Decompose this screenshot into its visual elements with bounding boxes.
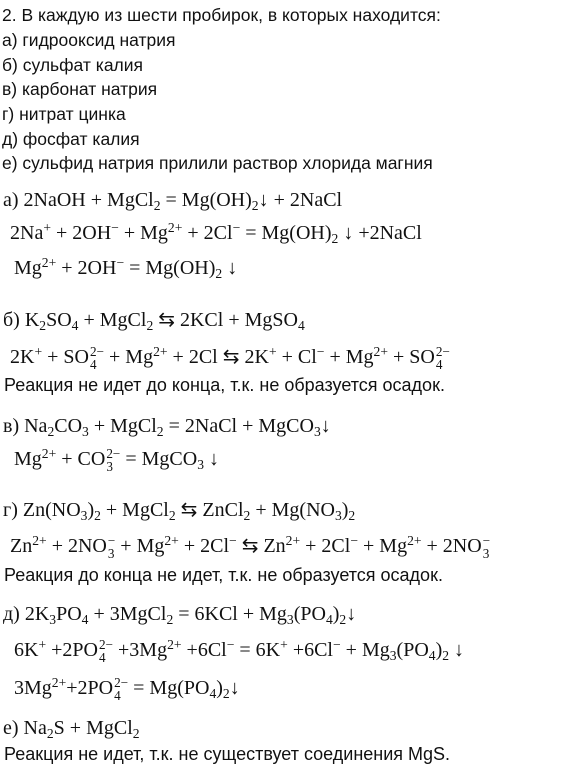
list-item: е) сульфид натрия прилили раствор хлорида магния: [2, 153, 433, 173]
equation-g-ionic: $Zn^{2+} + 2NO$ − 3 + $Mg^{2+} + 2Cl^-$ ⇆ $Zn^{2+} + 2Cl^- + Mg^{2+} + 2NO$ − 3: [10, 533, 491, 561]
note-g: Реакция до конца не идет, т.к. не образуется осадок.: [4, 565, 443, 585]
equation-a-molecular: а) 2NaOH + MgCl$_2$ = $Mg(OH)_2↓$ + 2NaCl: [3, 189, 343, 213]
list-item: б) сульфат калия: [2, 55, 144, 75]
list-item: в) карбонат натрия: [2, 79, 158, 99]
equation-d-full-ionic: 6K+ +2PO 2− 4 $+3Mg^{2+} +6Cl^- = 6K^+ +6Cl^- + Mg_3(PO_4)_2$ ↓: [14, 637, 465, 665]
equation-v-ionic: $Mg^{2+}$ + CO 2− 3 = MgCO$_3$ ↓: [14, 446, 220, 474]
equation-e-molecular: е) $Na_2S$ + MgCl$_2$: [3, 717, 140, 741]
equation-v-molecular: в) $Na_2CO_3$ + MgCl$_2$ = 2NaCl + MgCO$_3$↓: [3, 415, 331, 439]
equation-d-short-ionic: $3Mg^{2+}+2PO$ 2− 4 = $Mg(PO_4)_2↓$: [14, 675, 240, 703]
list-item: д) фосфат калия: [2, 129, 140, 149]
list-item: а) гидрооксид натрия: [2, 30, 176, 50]
equation-a-full-ionic: $2Na^+ + 2OH^- + Mg^{2+} + 2Cl^- = Mg(OH)_2$ ↓ +2NaCl: [10, 220, 422, 246]
equation-b-ionic: 2K+ + SO 2− 4 + $Mg^{2+} + 2Cl$ ⇆ $2K^+ + Cl^- + Mg^{2+}$ + SO 2− 4: [10, 344, 450, 372]
note-e: Реакция не идет, т.к. не существует соединения MgS.: [4, 744, 451, 764]
equation-a-short-ionic: $Mg^{2+} + 2OH^- = Mg(OH)_2$ ↓: [14, 255, 238, 281]
note-b: Реакция не идет до конца, т.к. не образуется осадок.: [4, 375, 445, 395]
task-statement: 2. В каждую из шести пробирок, в которых находится:: [2, 5, 441, 25]
equation-g-molecular: г) $Zn(NO_3)_2$ + MgCl$_2$ ⇆ ZnCl$_2$ + $Mg(NO_3)_2$: [3, 499, 356, 523]
equation-b-molecular: б) $K_2SO_4$ + MgCl$_2$ ⇆ 2KCl + MgSO$_4$: [3, 309, 305, 333]
equation-d-molecular: д) $2K_3PO_4$ + 3MgCl$_2$ = $6KCl + Mg_3(PO_4)_2↓$: [3, 603, 357, 627]
list-item: г) нитрат цинка: [2, 104, 126, 124]
